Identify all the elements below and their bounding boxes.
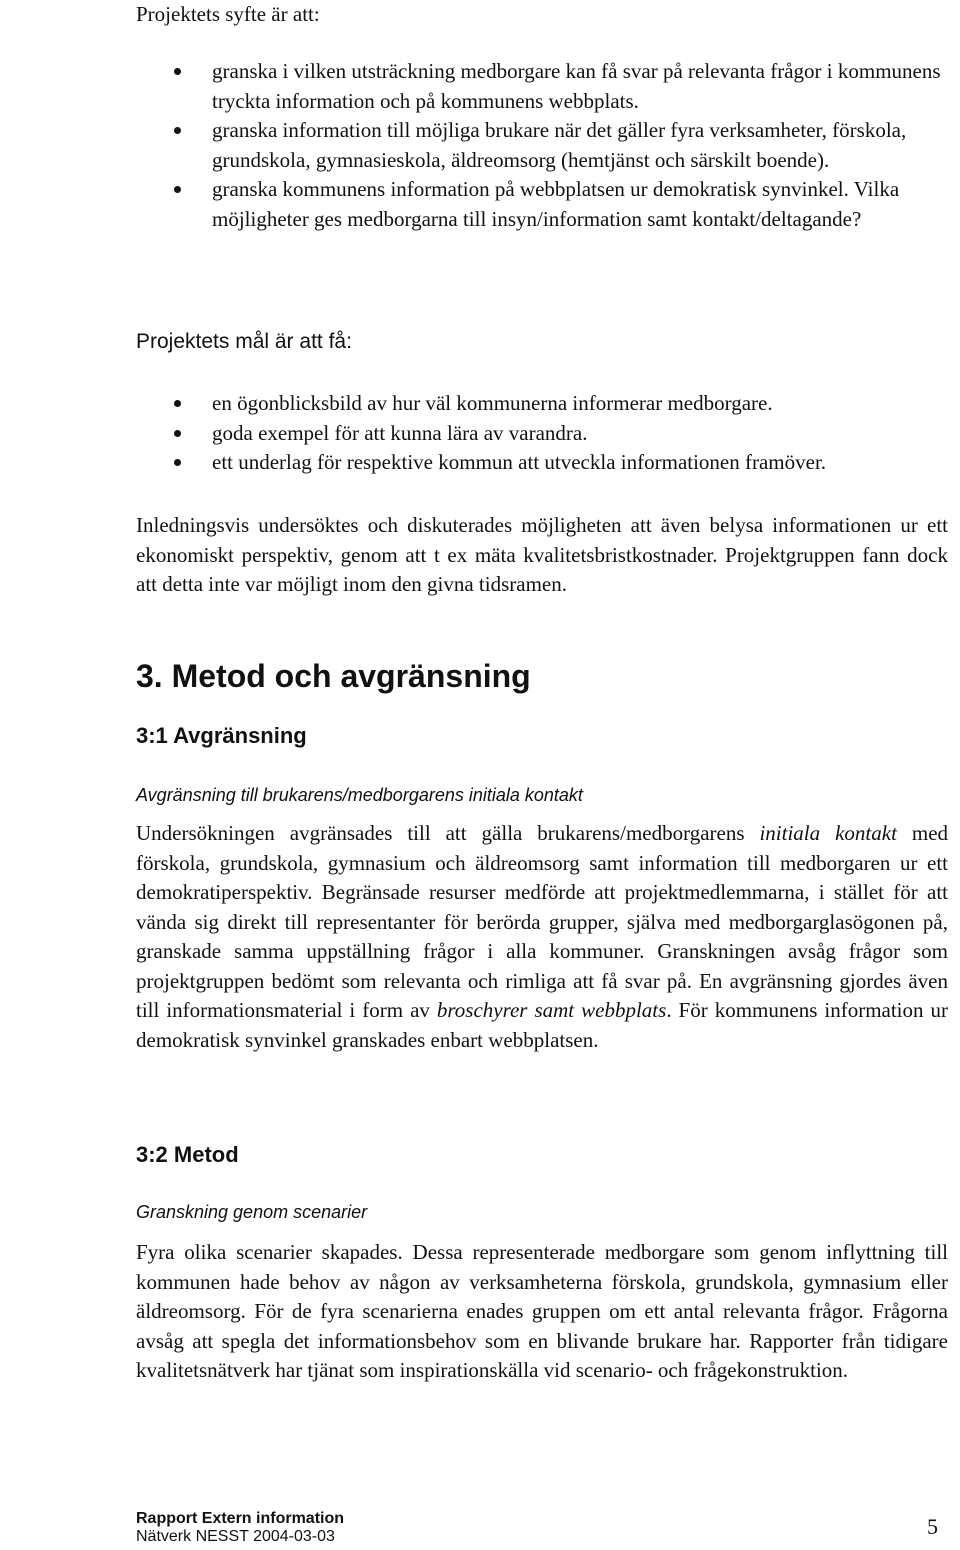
metod-paragraph: Fyra olika scenarier skapades. Dessa representerade medborgare som genom inflyttning till kommunen hade behov av någon av verksamheterna förskola, grundskola, gymnasium eller äldreomsorg. För de fyra scenarierna enades gruppen om ett antal relevanta frågor. Frågorna avsåg att spegla det informationsbehov som en blivande brukare har. Rapporter från tidigare kvalitetsnätverk har tjänat som inspirationskälla vid scenario- och frågekonstruktion. — [136, 1240, 948, 1382]
mal-item-1: en ögonblicksbild av hur väl kommunerna informerar medborgare. — [136, 389, 948, 419]
syfte-list — [136, 57, 948, 234]
intro-paragraph: Inledningsvis undersöktes och diskuterades möjligheten att även belysa informationen ur ett ekonomiskt perspektiv, genom att t ex mäta kvalitetsbristkostnader. Projektgruppen fann dock att detta inte var möjligt inom den givna tidsramen. — [136, 513, 948, 596]
mal-heading: Projektets mål är att få: — [136, 330, 352, 353]
syfte-item-3: granska kommunens information på webbplatsen ur demokratisk synvinkel. Vilka möjligheter ges medborgarna till insyn/information samt kontakt/deltagande? — [136, 175, 948, 234]
subsection-subtitle-avgransning: Avgränsning till brukarens/medborgarens initiala kontakt — [136, 785, 583, 805]
subsection-title-metod: 3:2 Metod — [136, 1142, 239, 1167]
avgransning-text-a: Undersökningen avgränsades till att gälla brukarens/medborgarens — [136, 821, 760, 845]
avgransning-text-d: broschyrer samt webbplats — [436, 998, 667, 1022]
syfte-item-2: granska information till möjliga brukare när det gäller fyra verksamheter, förskola, grundskola, gymnasieskola, äldreomsorg (hemtjänst och särskilt boende). — [136, 116, 948, 175]
footer-network-date: Nätverk NESST 2004-03-03 — [136, 1528, 335, 1545]
mal-list — [136, 389, 948, 478]
mal-item-3: ett underlag för respektive kommun att utveckla informationen framöver. — [136, 448, 948, 478]
footer-report-title: Rapport Extern information — [136, 1510, 345, 1527]
section-title: 3. Metod och avgränsning — [136, 658, 531, 694]
avgransning-text-e: . För kommunens information ur demokratisk synvinkel granskades enbart webbplatsen. — [136, 998, 948, 1052]
syfte-item-1: granska i vilken utsträckning medborgare kan få svar på relevanta frågor i kommunens tryckta information och på kommunens webbplats. — [136, 57, 948, 116]
syfte-heading: Projektets syfte är att: — [136, 2, 320, 26]
page-number: 5 — [927, 1514, 938, 1539]
avgransning-paragraph — [136, 819, 948, 1055]
subsection-subtitle-metod: Granskning genom scenarier — [136, 1202, 368, 1222]
avgransning-text-b: initiala kontakt — [759, 821, 897, 845]
avgransning-text-c: med förskola, grundskola, gymnasium och äldreomsorg samt information till medborgaren ur ett demokratiperspektiv. Begränsade resurser medförde att projektmedlemmarna, i stället för att vända sig direkt till representanter för berörda grupper, själva med medborgarglasögonen på, granskade samma uppställning frågor i alla kommuner. Granskningen avsåg frågor som projektgruppen bedömt som relevanta och rimliga att få svar på. En avgränsning gjordes även till informationsmaterial i form av — [136, 821, 949, 1022]
subsection-title-avgransning: 3:1 Avgränsning — [136, 723, 307, 748]
mal-item-2: goda exempel för att kunna lära av varandra. — [136, 419, 948, 449]
page-footer — [136, 1510, 344, 1546]
